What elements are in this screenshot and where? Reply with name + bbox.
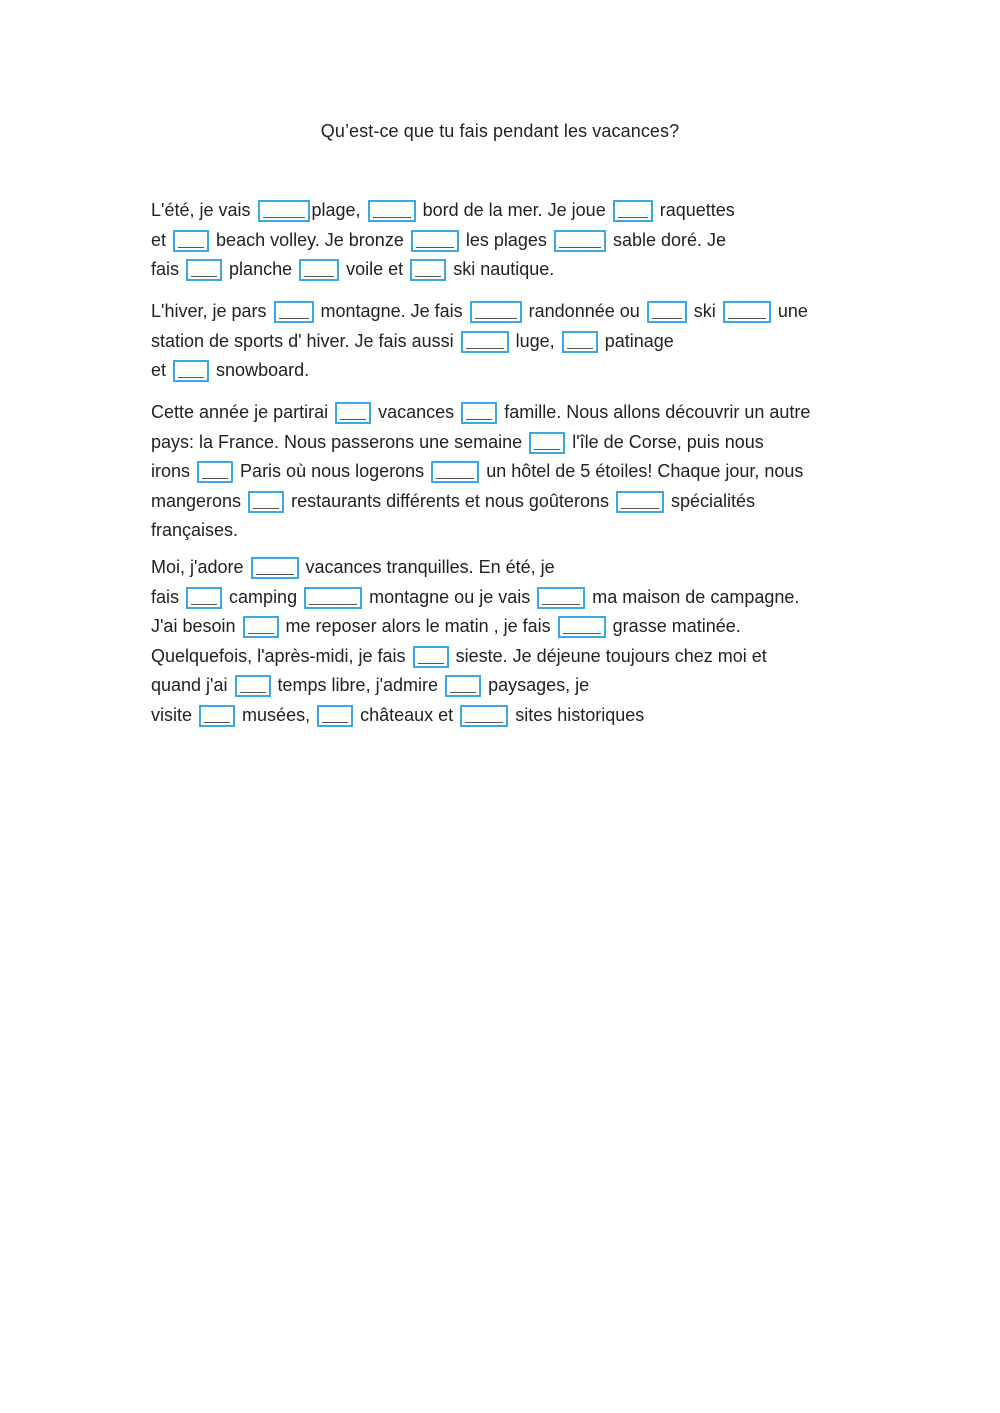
blank-input[interactable] [558, 616, 606, 638]
text-segment: famille. Nous allons découvrir un autre [504, 402, 811, 422]
blank-input[interactable] [529, 432, 565, 454]
text-segment: Paris où nous logerons [240, 461, 425, 481]
blank-input[interactable] [445, 675, 481, 697]
text-line [151, 196, 871, 226]
blank-input[interactable] [317, 705, 353, 727]
text-segment: Moi, j'adore [151, 557, 244, 577]
text-segment: Cette année je partirai [151, 402, 329, 422]
text-segment: restaurants différents et nous goûterons [291, 490, 609, 511]
blank-input[interactable] [562, 331, 598, 353]
text-segment: J'ai besoin [151, 616, 236, 636]
text-segment: et [151, 360, 167, 380]
text-line [151, 356, 871, 386]
blank-input[interactable] [186, 259, 222, 281]
text-segment: L'été, je vais [151, 200, 251, 220]
text-segment: quand j'ai [151, 675, 228, 695]
blank-input[interactable] [410, 259, 446, 281]
text-segment: voile et [346, 259, 404, 279]
text-line [151, 255, 871, 285]
text-segment: camping [229, 586, 298, 607]
text-line [151, 457, 871, 487]
text-line [151, 701, 871, 731]
blank-input[interactable] [413, 646, 449, 668]
blank-input[interactable] [258, 200, 310, 222]
blank-input[interactable] [647, 301, 687, 323]
text-segment: sites historiques [515, 704, 645, 725]
text-line [151, 327, 871, 357]
page-title: Qu’est-ce que tu fais pendant les vacances? [320, 121, 680, 141]
text-segment: mangerons [151, 490, 242, 511]
blank-input[interactable] [197, 461, 233, 483]
text-segment: montagne. Je fais [320, 301, 463, 321]
text-segment: spécialités [671, 490, 756, 511]
blank-input[interactable] [235, 675, 271, 697]
text-line [151, 297, 871, 327]
text-segment: une [777, 301, 808, 321]
text-segment: plage, [311, 200, 361, 220]
text-segment: fais [151, 586, 180, 607]
text-segment: grasse matinée. [612, 616, 741, 636]
text-segment: planche [229, 259, 293, 279]
text-segment: sieste. Je déjeune toujours chez moi et [455, 645, 767, 666]
blank-input[interactable] [616, 491, 664, 513]
blank-input[interactable] [613, 200, 653, 222]
paragraph-summer [151, 196, 871, 285]
text-line [151, 671, 871, 701]
text-line [151, 516, 871, 546]
blank-input[interactable] [460, 705, 508, 727]
text-line [151, 428, 871, 458]
text-segment: françaises. [151, 520, 239, 540]
paragraph-vacation-plans [151, 398, 871, 546]
text-segment: sable doré. Je [612, 229, 727, 250]
text-segment: châteaux et [360, 704, 454, 725]
blank-input[interactable] [173, 360, 209, 382]
text-segment: montagne ou je vais [369, 586, 531, 607]
blank-input[interactable] [461, 402, 497, 424]
blank-input[interactable] [274, 301, 314, 323]
text-segment: visite [151, 704, 193, 725]
blank-input[interactable] [723, 301, 771, 323]
text-segment: beach volley. Je bronze [216, 229, 404, 250]
text-segment: Quelquefois, l'après-midi, je fais [151, 645, 406, 666]
text-segment: et [151, 229, 167, 250]
text-segment: vacances [378, 402, 455, 422]
text-line [151, 398, 871, 428]
text-segment: raquettes [659, 200, 735, 220]
text-segment: patinage [604, 330, 674, 351]
text-line [151, 642, 871, 672]
blank-input[interactable] [173, 230, 209, 252]
blank-input[interactable] [554, 230, 606, 252]
paragraph-quiet-holidays [151, 553, 871, 730]
text-line [151, 553, 871, 583]
text-segment: randonnée ou [528, 301, 640, 321]
text-segment: temps libre, j'admire [277, 675, 439, 695]
text-segment: fais [151, 259, 180, 279]
text-segment: l'île de Corse, puis nous [572, 431, 764, 452]
text-segment: pays: la France. Nous passerons une semaine [151, 431, 523, 452]
blank-input[interactable] [431, 461, 479, 483]
text-segment: bord de la mer. Je joue [422, 200, 606, 220]
blank-input[interactable] [299, 259, 339, 281]
text-line [151, 583, 871, 613]
text-segment: paysages, je [488, 675, 590, 695]
text-line [151, 612, 871, 642]
blank-input[interactable] [461, 331, 509, 353]
text-segment: un hôtel de 5 étoiles! Chaque jour, nous [486, 461, 804, 481]
blank-input[interactable] [199, 705, 235, 727]
blank-input[interactable] [243, 616, 279, 638]
text-segment: snowboard. [216, 360, 310, 380]
blank-input[interactable] [248, 491, 284, 513]
text-line [151, 487, 871, 517]
text-segment: musées, [242, 704, 311, 725]
paragraph-winter [151, 297, 871, 386]
text-line [151, 226, 871, 256]
blank-input[interactable] [368, 200, 416, 222]
text-segment: L'hiver, je pars [151, 301, 267, 321]
blank-input[interactable] [411, 230, 459, 252]
text-segment: vacances tranquilles. En été, je [305, 557, 555, 577]
blank-input[interactable] [470, 301, 522, 323]
blank-input[interactable] [335, 402, 371, 424]
text-segment: ma maison de campagne. [592, 586, 800, 607]
blank-input[interactable] [537, 587, 585, 609]
blank-input[interactable] [304, 587, 362, 609]
blank-input[interactable] [251, 557, 299, 579]
text-segment: station de sports d' hiver. Je fais aussi [151, 330, 454, 351]
text-segment: ski nautique. [453, 259, 555, 279]
text-segment: irons [151, 461, 191, 481]
blank-input[interactable] [186, 587, 222, 609]
text-segment: ski [693, 301, 716, 321]
text-segment: luge, [515, 330, 555, 351]
text-segment: me reposer alors le matin , je fais [285, 616, 551, 636]
text-segment: les plages [465, 229, 547, 250]
